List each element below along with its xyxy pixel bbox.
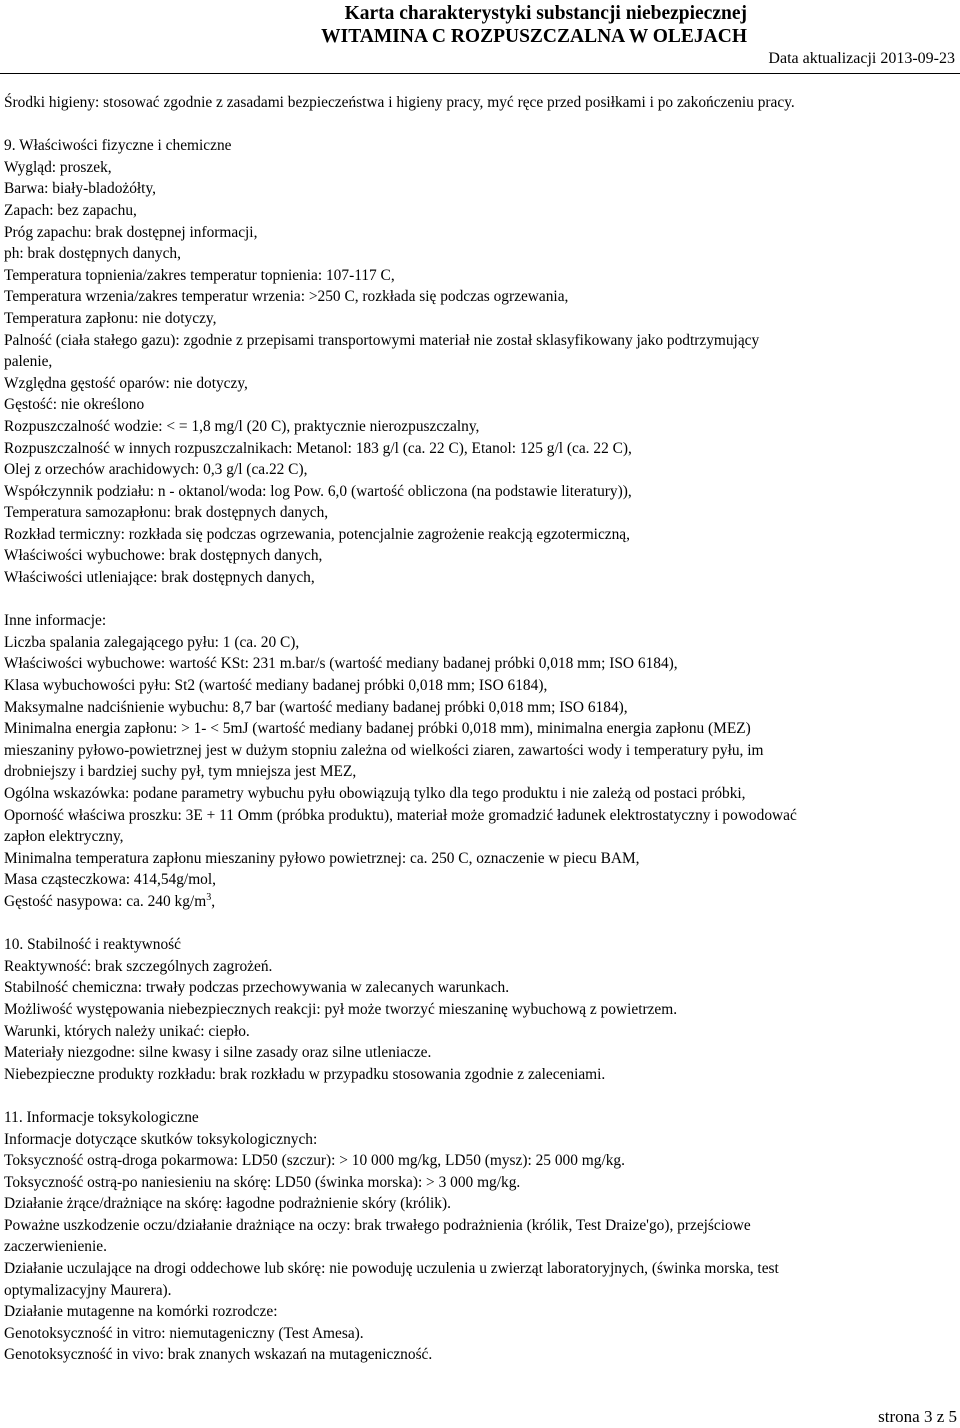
text-line: Działanie żrące/drażniące na skórę: łagodne podrażnienie skóry (królik). bbox=[4, 1195, 451, 1213]
text-line: Właściwości utleniające: brak dostępnych danych, bbox=[4, 569, 315, 587]
text-line: Maksymalne nadciśnienie wybuchu: 8,7 bar (wartość mediany badanej próbki 0,018 mm; ISO 6184), bbox=[4, 698, 628, 716]
text-line: zaczerwienienie. bbox=[4, 1238, 107, 1256]
text-line: Działanie mutagenne na komórki rozrodcze: bbox=[4, 1303, 278, 1321]
bulk-density-end: , bbox=[211, 892, 216, 910]
text-line: Względna gęstość oparów: nie dotyczy, bbox=[4, 374, 248, 392]
text-line: Minimalna temperatura zapłonu mieszaniny pyłowo powietrznej: ca. 250 C, oznaczenie w piecu BAM, bbox=[4, 849, 640, 867]
text-line: Warunki, których należy unikać: ciepło. bbox=[4, 1022, 250, 1040]
section-9-lines bbox=[4, 157, 956, 589]
document-body bbox=[4, 92, 956, 1366]
text-line: Rozpuszczalność wodzie: < = 1,8 mg/l (20 C), praktycznie nierozpuszczalny, bbox=[4, 417, 480, 435]
section-9-heading: 9. Właściwości fizyczne i chemiczne bbox=[4, 137, 232, 155]
text-line: Temperatura wrzenia/zakres temperatur wrzenia: >250 C, rozkłada się podczas ogrzewania, bbox=[4, 288, 569, 306]
product-name: WITAMINA C ROZPUSZCZALNA W OLEJACH bbox=[321, 26, 747, 47]
section-11-heading: 11. Informacje toksykologiczne bbox=[4, 1108, 199, 1126]
text-line: Genotoksyczność in vitro: niemutageniczny (Test Amesa). bbox=[4, 1324, 364, 1342]
spacer bbox=[4, 1085, 956, 1107]
hygiene-measures: Środki higieny: stosować zgodnie z zasadami bezpieczeństwa i higieny pracy, myć ręce przed posiłkami i po zakończeniu pracy. bbox=[4, 94, 795, 111]
text-line: Minimalna energia zapłonu: > 1- < 5mJ (wartość mediany badanej próbki 0,018 mm), minimalna energia zapłonu (MEZ) bbox=[4, 720, 751, 738]
text-line: Genotoksyczność in vivo: brak znanych wskazań na mutageniczność. bbox=[4, 1346, 433, 1364]
section-9 bbox=[4, 135, 956, 588]
spacer bbox=[4, 589, 956, 611]
text-line: Temperatura topnienia/zakres temperatur topnienia: 107-117 C, bbox=[4, 266, 395, 284]
text-line: mieszaniny pyłowo-powietrznej jest w dużym stopniu zależna od wielkości ziaren, zawartości wody i temperatury pyłu, im bbox=[4, 741, 764, 759]
spacer bbox=[4, 114, 956, 136]
text-line: Toksyczność ostrą-po naniesieniu na skórę: LD50 (świnka morska): > 3 000 mg/kg. bbox=[4, 1173, 521, 1191]
text-line: optymalizacyjny Maurera). bbox=[4, 1281, 172, 1299]
text-line: Temperatura zapłonu: nie dotyczy, bbox=[4, 309, 217, 327]
text-line: Olej z orzechów arachidowych: 0,3 g/l (ca.22 C), bbox=[4, 461, 308, 479]
header-divider bbox=[0, 73, 960, 74]
bulk-density-line bbox=[4, 891, 956, 913]
text-line: Możliwość występowania niebezpiecznych reakcji: pył może tworzyć mieszaninę wybuchową z powietrzem. bbox=[4, 1000, 678, 1018]
section-10 bbox=[4, 934, 956, 1085]
text-line: Temperatura samozapłonu: brak dostępnych danych, bbox=[4, 504, 329, 522]
text-line: zapłon elektryczny, bbox=[4, 828, 124, 846]
text-line: Wygląd: proszek, bbox=[4, 158, 112, 176]
bulk-density-text: Gęstość nasypowa: ca. 240 kg/m bbox=[4, 892, 207, 910]
text-line: drobniejszy i bardziej suchy pył, tym mniejsza jest MEZ, bbox=[4, 763, 357, 781]
other-info-lines bbox=[4, 632, 956, 891]
text-line: Zapach: bez zapachu, bbox=[4, 201, 137, 219]
other-info-heading: Inne informacje: bbox=[4, 612, 107, 630]
section-10-heading: 10. Stabilność i reaktywność bbox=[4, 936, 181, 954]
text-line: ph: brak dostępnych danych, bbox=[4, 245, 181, 263]
text-line: Masa cząsteczkowa: 414,54g/mol, bbox=[4, 871, 216, 889]
text-line: palenie, bbox=[4, 353, 53, 371]
text-line: Gęstość: nie określono bbox=[4, 396, 145, 414]
text-line: Toksyczność ostrą-droga pokarmowa: LD50 (szczur): > 10 000 mg/kg, LD50 (mysz): 25 000 mg/kg. bbox=[4, 1152, 625, 1170]
text-line: Liczba spalania zalegającego pyłu: 1 (ca. 20 C), bbox=[4, 633, 300, 651]
document-title: Karta charakterystyki substancji niebezpiecznej bbox=[344, 3, 747, 24]
update-date: Data aktualizacji 2013-09-23 bbox=[768, 50, 955, 67]
text-line: Stabilność chemiczna: trwały podczas przechowywania w zalecanych warunkach. bbox=[4, 979, 510, 997]
text-line: Palność (ciała stałego gazu): zgodnie z przepisami transportowymi materiał nie został sklasyfikowany jako podtrzymujący bbox=[4, 331, 760, 349]
other-info bbox=[4, 610, 956, 912]
page-number: strona 3 z 5 bbox=[878, 1407, 957, 1426]
text-line: Klasa wybuchowości pyłu: St2 (wartość mediany badanej próbki 0,018 mm; ISO 6184), bbox=[4, 677, 548, 695]
section-11 bbox=[4, 1107, 956, 1366]
text-line: Właściwości wybuchowe: brak dostępnych danych, bbox=[4, 547, 323, 565]
section-11-lines bbox=[4, 1129, 956, 1367]
text-line: Współczynnik podziału: n - oktanol/woda: log Pow. 6,0 (wartość obliczona (na podstawie literatury)), bbox=[4, 482, 632, 500]
text-line: Oporność właściwa proszku: 3E + 11 Omm (próbka produktu), materiał może gromadzić ładunek elektrostatyczny i powodować bbox=[4, 806, 797, 824]
text-line: Informacje dotyczące skutków toksykologicznych: bbox=[4, 1130, 318, 1148]
text-line: Barwa: biały-bladożółty, bbox=[4, 180, 157, 198]
text-line: Rozpuszczalność w innych rozpuszczalnikach: Metanol: 183 g/l (ca. 22 C), Etanol: 125 g/l (ca. 22 C), bbox=[4, 439, 632, 457]
text-line: Próg zapachu: brak dostępnej informacji, bbox=[4, 223, 258, 241]
text-line: Niebezpieczne produkty rozkładu: brak rozkładu w przypadku stosowania zgodnie z zaleceniami. bbox=[4, 1065, 606, 1083]
text-line: Rozkład termiczny: rozkłada się podczas ogrzewania, potencjalnie zagrożenie reakcją egzotermiczną, bbox=[4, 525, 630, 543]
section-10-lines bbox=[4, 956, 956, 1086]
text-line: Działanie uczulające na drogi oddechowe lub skórę: nie powoduję uczulenia u zwierząt laboratoryjnych, (świnka morska, test bbox=[4, 1260, 779, 1278]
text-line: Reaktywność: brak szczególnych zagrożeń. bbox=[4, 957, 273, 975]
text-line: Materiały niezgodne: silne kwasy i silne zasady oraz silne utleniacze. bbox=[4, 1044, 432, 1062]
text-line: Ogólna wskazówka: podane parametry wybuchu pyłu obowiązują tylko dla tego produktu i nie zależą od postaci próbki, bbox=[4, 785, 746, 802]
superscript-exponent: 3 bbox=[206, 891, 212, 903]
text-line: Właściwości wybuchowe: wartość KSt: 231 m.bar/s (wartość mediany badanej próbki 0,018 mm; ISO 6184), bbox=[4, 655, 678, 673]
text-line: Poważne uszkodzenie oczu/działanie drażniące na oczy: brak trwałego podrażnienia (królik, Test Draize'go), przejściowe bbox=[4, 1216, 751, 1234]
spacer bbox=[4, 913, 956, 935]
